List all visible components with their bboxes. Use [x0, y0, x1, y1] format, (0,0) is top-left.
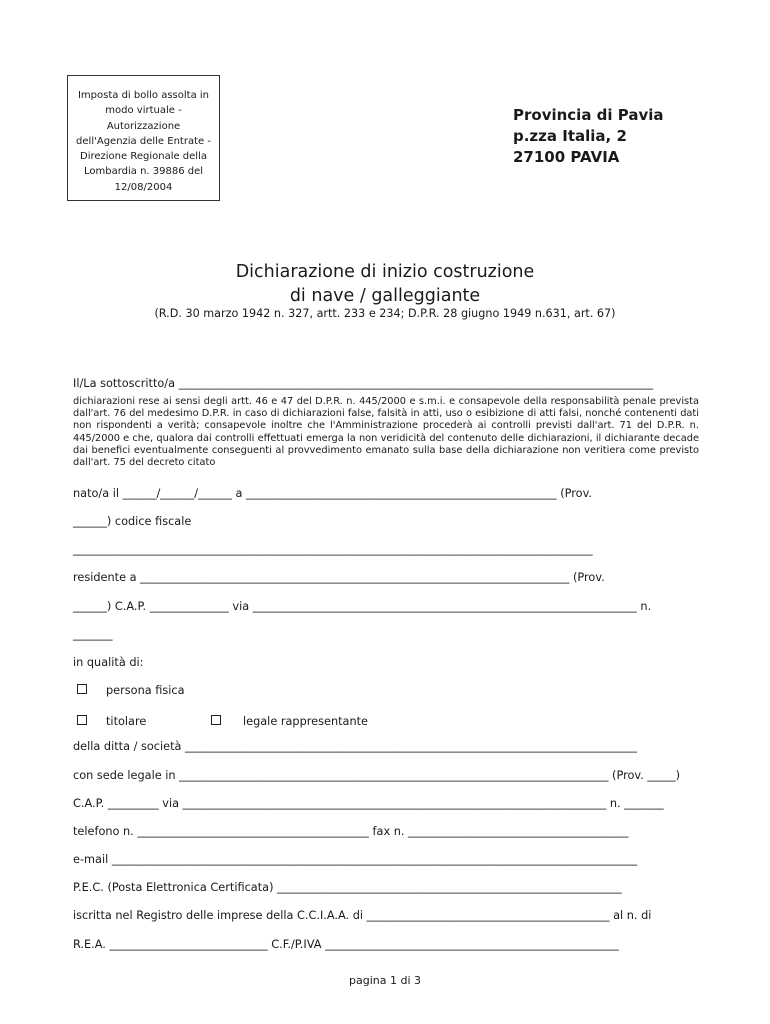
stamp-line: 12/08/2004	[114, 181, 173, 193]
stamp-line: Lombardia n. 39886 del	[83, 166, 204, 178]
declarant-name-field[interactable]: Il/La sottoscritto/a ____________________________________________________________________________________	[73, 377, 654, 390]
tax-code-field[interactable]: ____________________________________________________________________________________________	[73, 543, 593, 556]
company-field[interactable]: della ditta / società ________________________________________________________________________________	[73, 740, 637, 753]
option-persona-fisica-label: persona fisica	[106, 684, 185, 697]
hq-field[interactable]: con sede legale in ____________________________________________________________________________ (Prov. _____)	[73, 769, 681, 782]
page-number: pagina 1 di 3	[349, 974, 421, 987]
recipient-address	[513, 105, 664, 168]
phone-fax-field[interactable]: telefono n. _________________________________________ fax n. _______________________________________	[73, 825, 629, 838]
document-title-line2: di nave / galleggiante	[289, 286, 481, 306]
stamp-box	[67, 75, 220, 201]
rea-vat-field[interactable]: R.E.A. ____________________________ C.F./P.IVA ____________________________________________________	[73, 938, 619, 951]
legal-reference: (R.D. 30 marzo 1942 n. 327, artt. 233 e 234; D.P.R. 28 giugno 1949 n.631, art. 67)	[154, 307, 616, 320]
stamp-line: Autorizzazione	[106, 120, 181, 132]
stamp-line: dell'Agenzia delle Entrate -	[76, 135, 211, 147]
document-title-line1: Dichiarazione di inizio costruzione	[235, 262, 535, 282]
stamp-line: Direzione Regionale della	[80, 151, 207, 163]
recipient-name: Provincia di Pavia	[513, 106, 664, 124]
residence-field[interactable]: residente a ____________________________________________________________________________ (Prov.	[73, 571, 605, 584]
hq-cap-street-field[interactable]: C.A.P. _________ via ___________________________________________________________________________ n. _______	[73, 797, 664, 810]
role-label: in qualità di:	[73, 656, 144, 669]
checkbox-persona-fisica[interactable]	[77, 684, 87, 694]
cap-street-field[interactable]: ______) C.A.P. ______________ via ____________________________________________________________________ n.	[73, 600, 652, 613]
registry-field[interactable]: iscritta nel Registro delle imprese della C.C.I.A.A. di ___________________________________________ al n. di	[73, 909, 652, 922]
stamp-line: Imposta di bollo assolta in	[77, 90, 209, 101]
stamp-line: modo virtuale -	[105, 105, 182, 117]
tax-code-label: ______) codice fiscale	[73, 515, 192, 528]
checkbox-titolare[interactable]	[77, 715, 87, 725]
declaration-paragraph: dichiarazioni rese ai sensi degli artt. 46 e 47 del D.P.R. n. 445/2000 e s.m.i. e consapevole della responsabilità penale prevista dall'art. 76 del medesimo D.P.R. in caso di dichiarazioni false, falsità in atti, uso o esibizione di atti falsi, nonché contenenti dati non rispondenti a verità; consapevole inoltre che l'Amministrazione procederà ai controlli previsti dall'art. 71 del D.P.R. n. 445/2000 e che, qualora dai controlli effettuati emerga la non veridicità del contenuto delle dichiarazioni, il dichiarante decade dai benefici eventualmente conseguenti al provvedimento emanato sulla base della dichiarazione non veritiera come previsto dall'art. 75 del decreto citato	[73, 396, 699, 469]
option-titolare-label: titolare	[106, 715, 147, 728]
option-legale-rappresentante-label: legale rappresentante	[243, 715, 369, 728]
checkbox-legale-rappresentante[interactable]	[211, 715, 221, 725]
recipient-city: 27100 PAVIA	[513, 148, 620, 166]
street-number-field[interactable]: _______	[73, 628, 113, 641]
birth-field[interactable]: nato/a il ______/______/______ a _______________________________________________________ (Prov.	[73, 487, 592, 500]
recipient-street: p.zza Italia, 2	[513, 127, 627, 145]
pec-field[interactable]: P.E.C. (Posta Elettronica Certificata) _____________________________________________________________	[73, 881, 622, 894]
email-field[interactable]: e-mail _____________________________________________________________________________________________	[73, 853, 638, 866]
